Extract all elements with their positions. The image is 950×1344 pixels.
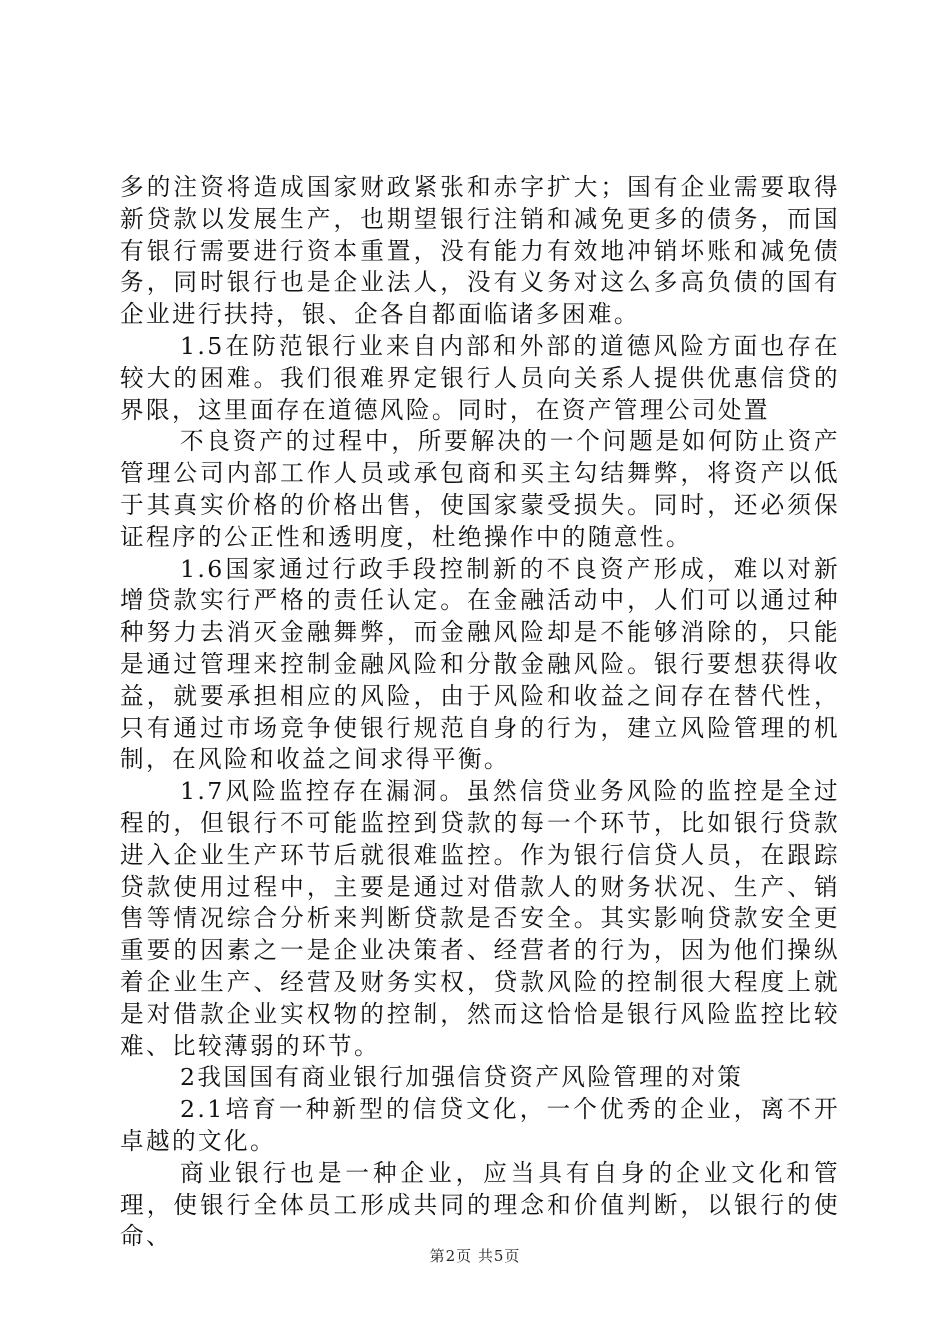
- paragraph-continuation: 多的注资将造成国家财政紧张和赤字扩大；国有企业需要取得新贷款以发展生产，也期望银行注销和减免更多的债务，而国有银行需要进行资本重置，没有能力有效地冲销坏账和减免债务，同时银行也是企业法人，没有义务对这么多高负债的国有企业进行扶持，银、企各自都面临诸多困难。: [120, 173, 840, 329]
- paragraph-2-1-continued: 商业银行也是一种企业，应当具有自身的企业文化和管理，使银行全体员工形成共同的理念和价值判断，以银行的使命、: [120, 1158, 840, 1251]
- section-heading-2: 2我国国有商业银行加强信贷资产风险管理的对策: [180, 1063, 744, 1092]
- document-body: [120, 172, 840, 1253]
- page-footer: 第2页 共5页: [429, 1247, 521, 1265]
- paragraph-1-5-continued: 不良资产的过程中，所要解决的一个问题是如何防止资产管理公司内部工作人员或承包商和买主勾结舞弊，将资产以低于其真实价格的价格出售，使国家蒙受损失。同时，还必须保证程序的公正性和透明度，杜绝操作中的随意性。: [120, 427, 840, 551]
- paragraph-2-1: 2.1培育一种新型的信贷文化，一个优秀的企业，离不开卓越的文化。: [120, 1095, 840, 1155]
- paragraph-1-5: 1.5在防范银行业来自内部和外部的道德风险方面也存在较大的困难。我们很难界定银行人员向关系人提供优惠信贷的界限，这里面存在道德风险。同时，在资产管理公司处置: [120, 331, 840, 424]
- paragraph-1-7: 1.7风险监控存在漏洞。虽然信贷业务风险的监控是全过程的，但银行不可能监控到贷款的每一个环节，比如银行贷款进入企业生产环节后就很难监控。作为银行信贷人员，在跟踪贷款使用过程中，主要是通过对借款人的财务状况、生产、销售等情况综合分析来判断贷款是否安全。其实影响贷款安全更重要的因素之一是企业决策者、经营者的行为，因为他们操纵着企业生产、经营及财务实权，贷款风险的控制很大程度上就是对借款企业实权物的控制，然而这恰恰是银行风险监控比较难、比较薄弱的环节。: [120, 777, 840, 1060]
- paragraph-1-6: 1.6国家通过行政手段控制新的不良资产形成，难以对新增贷款实行严格的责任认定。在金融活动中，人们可以通过种种努力去消灭金融舞弊，而金融风险却是不能够消除的，只能是通过管理来控制金融风险和分散金融风险。银行要想获得收益，就要承担相应的风险，由于风险和收益之间存在替代性，只有通过市场竞争使银行规范自身的行为，建立风险管理的机制，在风险和收益之间求得平衡。: [120, 554, 840, 774]
